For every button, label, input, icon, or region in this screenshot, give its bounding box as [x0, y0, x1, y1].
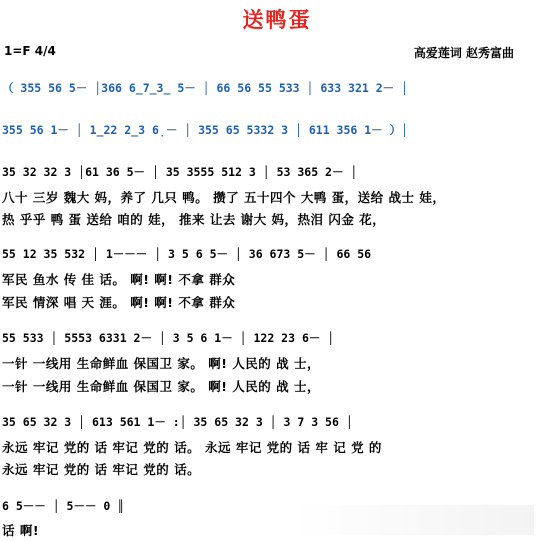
system-4-lyric-2: 永远 牢记 党的 话 牢记 党的 话。 [2, 462, 201, 477]
intro-line-2: 355 56 1－ │ 1̲22 2̲3 6̣－ │ 355 65 5332 3 │ 611 356 1－ ）│ [2, 123, 409, 137]
system-4-lyric-1: 永远 牢记 党的 话 牢记 党的 话。 永远 牢记 党的 话 牢 记 党 的 [2, 440, 382, 455]
credits: 高爱莲词 赵秀富曲 [413, 46, 514, 60]
system-5-notes: 6 5－－ │ 5－－ 0 ║ [2, 499, 125, 513]
song-title: 送鸭蛋 [242, 7, 312, 32]
intro-line-1: （ 355 56 5－ │366 6̲7̲3̲ 5－ │ 66 56 55 533 │ 633 321 2－ │ [2, 81, 409, 95]
system-2-lyric-1: 军民 鱼水 传 佳 话。 啊! 啊! 不拿 群众 [2, 272, 236, 287]
key-signature: 1=F 4/4 [4, 44, 56, 58]
system-3-lyric-1: 一针 一线用 生命鲜血 保国卫 家。 啊! 人民的 战 士， [2, 356, 321, 371]
system-3-notes: 55 533 │ 5553 6331 2－ │ 3 5 6 1－ │ 122 23 6－ │ [2, 331, 335, 345]
faded-watermark-area [294, 505, 534, 535]
system-1-lyric-2: 热 乎乎 鸭 蛋 送给 咱的 娃， 推来 让去 谢大 妈，热泪 闪金 花， [2, 212, 386, 227]
system-1-lyric-1: 八十 三岁 魏大 妈，养了 几只 鸭。 攒了 五十四个 大鸭 蛋，送给 战士 娃， [2, 190, 446, 205]
system-5-lyric-1: 话 啊! [2, 523, 40, 538]
system-1-notes: 35 32 32 3 │61 36 5－ │ 35 3555 512 3 │ 53 365 2－ │ [2, 165, 358, 179]
system-2-notes: 55 12 35 532 │ 1－－－ │ 3 5 6 5－ │ 36 673 5－ │ 66 56 [2, 247, 372, 261]
system-3-lyric-2: 一针 一线用 生命鲜血 保国卫 家。 啊! 人民的 战 士， [2, 379, 321, 394]
system-4-notes: 35 65 32 3 │ 613 561 1－ :│ 35 65 32 3 │ 3 7 3 56 │ [2, 415, 353, 429]
system-2-lyric-2: 军民 情深 唱 天 涯。 啊! 啊! 不拿 群众 [2, 295, 236, 310]
